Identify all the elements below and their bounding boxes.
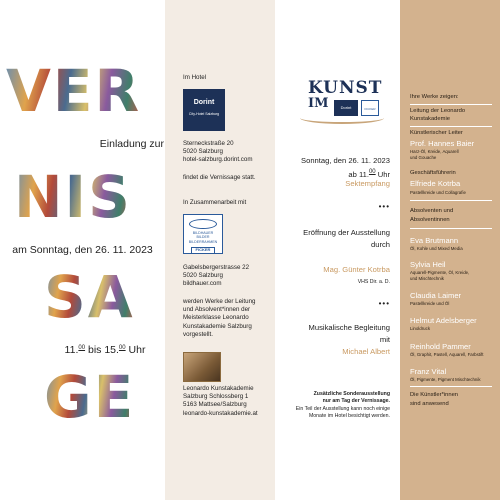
works-note-line: Meisterklasse Leonardo [183, 314, 249, 322]
academy-city: 5163 Mattsee/Salzburg [183, 401, 247, 409]
dorint-logo [183, 89, 225, 131]
artistic-director-name: Prof. Hannes Baier [410, 139, 475, 148]
lead-line-1: Leitung der Leonardo [410, 108, 466, 114]
works-note-line: und Absolvent*innen der [183, 306, 251, 314]
bildhauer-logo-tag: FICKER [191, 247, 215, 253]
program-time-hour: ab 11. [348, 170, 369, 179]
logo-kunst-text: KUNST [308, 78, 383, 98]
manager-media: Pastellkreide und Collagrafie [410, 190, 466, 195]
im-hotel-label: Im Hotel [183, 74, 207, 81]
divider [410, 386, 492, 387]
bildhauer-website-link[interactable]: bildhauer.com [183, 280, 222, 288]
title-letters-ver: VER [6, 57, 142, 125]
hotel-address [183, 140, 273, 165]
works-note-line: vorgestellt. [183, 330, 213, 338]
time-end-min: 00 [118, 345, 126, 351]
title-letters-nis: NIS [14, 163, 132, 231]
opening-line-1: Eröffnung der Ausstellung [303, 228, 390, 237]
invitation-text: Einladung zur [99, 138, 164, 150]
event-date: am Sonntag, den 26. 11. 2023 [12, 244, 153, 256]
bildhauer-city: 5020 Salzburg [183, 272, 223, 280]
separator-dots: ••• [378, 299, 390, 308]
music-line-2: mit [379, 335, 390, 344]
graduates-line-2: Absolventinnen [410, 217, 450, 223]
program-date: Sonntag, den 26. 11. 2023 [301, 156, 390, 165]
artistic-director-media-1: Harz-Öl, Kreide, Aquarell [410, 149, 459, 154]
speaker-role: VHS Dir. a. D. [357, 279, 390, 285]
works-note [183, 298, 273, 339]
divider [410, 126, 492, 127]
artistic-director-media-2: und Gouache [410, 155, 437, 160]
artist-media: Öl, Graphit, Pastell, Aquarell, Farbstift [410, 352, 484, 357]
event-time [50, 344, 160, 356]
bildhauer-logo [183, 214, 223, 254]
artist-name: Claudia Laimer [410, 291, 462, 300]
title-panel [0, 0, 165, 500]
academy-name: Leonardo Kunstakademie [183, 385, 254, 392]
musician-name: Michael Albert [342, 347, 390, 356]
artist-media: Aquarell-Pigmente, Öl, Kreide, [410, 270, 470, 275]
logo-dorint-badge: Dorint [334, 100, 358, 116]
artist-name: Reinhold Pammer [410, 342, 471, 351]
closing-line-2: sind anwesend [410, 401, 449, 407]
bildhauer-street: Gabelsbergerstrasse 22 [183, 264, 250, 271]
extra-exhibition-line-2: nur am Tag der Vernissage. [322, 398, 390, 404]
title-letters-sa: SA [44, 263, 135, 331]
artist-name: Eva Brutmann [410, 236, 459, 245]
manager-role: Geschäftsführerin [410, 170, 456, 176]
music-line-1: Musikalische Begleitung [308, 323, 390, 332]
dorint-logo-subtext: City-Hotel Salzburg [188, 112, 220, 116]
divider [410, 228, 492, 229]
bildhauer-logo-line3: BILDERRAHMEN [188, 239, 218, 244]
time-mid: bis 15. [85, 344, 119, 356]
logo-im-text: IM [308, 96, 329, 111]
kunst-im-dorint-logo [300, 78, 384, 120]
extra-exhibition-line-4: Monate im Hotel besichtigt werden. [308, 413, 390, 419]
bildhauer-logo-line2: BILDER [196, 235, 210, 240]
lead-line-2: Kunstakademie [410, 116, 450, 122]
separator-dots: ••• [378, 202, 390, 211]
artist-media: Pastellkreide und Öl [410, 301, 450, 306]
divider [410, 104, 492, 105]
dorint-logo-text: Dorint [193, 99, 215, 106]
extra-exhibition-line-3: Ein Teil der Ausstellung kann noch einige [295, 406, 390, 412]
title-letters-ge: GE [44, 363, 136, 431]
closing-line-1: Die Künstler*innen [410, 392, 459, 398]
graduates-line-1: Absolventen und [410, 208, 454, 214]
logo-ficker-badge: FICKER [361, 100, 379, 116]
artistic-director-role: Künstlerischer Leiter [410, 130, 463, 136]
artist-name: Franz Vital [410, 367, 447, 376]
hotel-website-link[interactable]: hotel-salzburg.dorint.com [183, 156, 253, 164]
bildhauer-ring-icon [189, 219, 217, 229]
bildhauer-logo-line1: BILDHAUER [192, 231, 214, 235]
venue-note: findet die Vernissage statt. [183, 174, 256, 181]
manager-name: Elfriede Kotrba [410, 179, 461, 188]
academy-website-link[interactable]: leonardo-kunstakademie.at [183, 409, 258, 417]
works-note-line: werden Werke der Leitung [183, 298, 256, 305]
hotel-street: Sterneckstraße 20 [183, 140, 234, 147]
speaker-name: Mag. Günter Kotrba [323, 265, 390, 274]
leonardo-portrait-image [183, 352, 221, 382]
sektempfang-label: Sektempfang [345, 179, 390, 188]
extra-exhibition-line-1: Zusätzliche Sonderausstellung [313, 391, 390, 397]
hotel-city: 5020 Salzburg [183, 148, 223, 156]
time-start-hour: 11. [64, 344, 79, 356]
program-time-suffix: Uhr [375, 170, 390, 179]
divider [410, 200, 492, 201]
cooperation-label: In Zusammenarbeit mit [183, 199, 247, 206]
opening-line-2: durch [371, 240, 390, 249]
artist-media: und Mischtechnik [410, 276, 444, 281]
artist-media: Öl, Kohle und Mixed Media [410, 246, 463, 251]
logo-arc [300, 112, 384, 124]
bildhauer-address [183, 264, 273, 289]
artist-media: Linoldruck [410, 326, 431, 331]
time-start-min: 00 [78, 345, 86, 351]
artist-name: Helmut Adelsberger [410, 316, 477, 325]
academy-address [183, 385, 273, 418]
artist-name: Sylvia Heil [410, 260, 446, 269]
program-time-min: 00 [368, 169, 376, 175]
works-note-line: Kunstakademie Salzburg [183, 322, 252, 330]
time-suffix: Uhr [125, 344, 146, 356]
program-panel [275, 0, 400, 500]
artist-media: Öl, Pigmente, Pigment Mischtechnik [410, 377, 481, 382]
academy-street: Salzburg Schlossberg 1 [183, 393, 249, 401]
artists-intro: Ihre Werke zeigen: [410, 94, 459, 100]
